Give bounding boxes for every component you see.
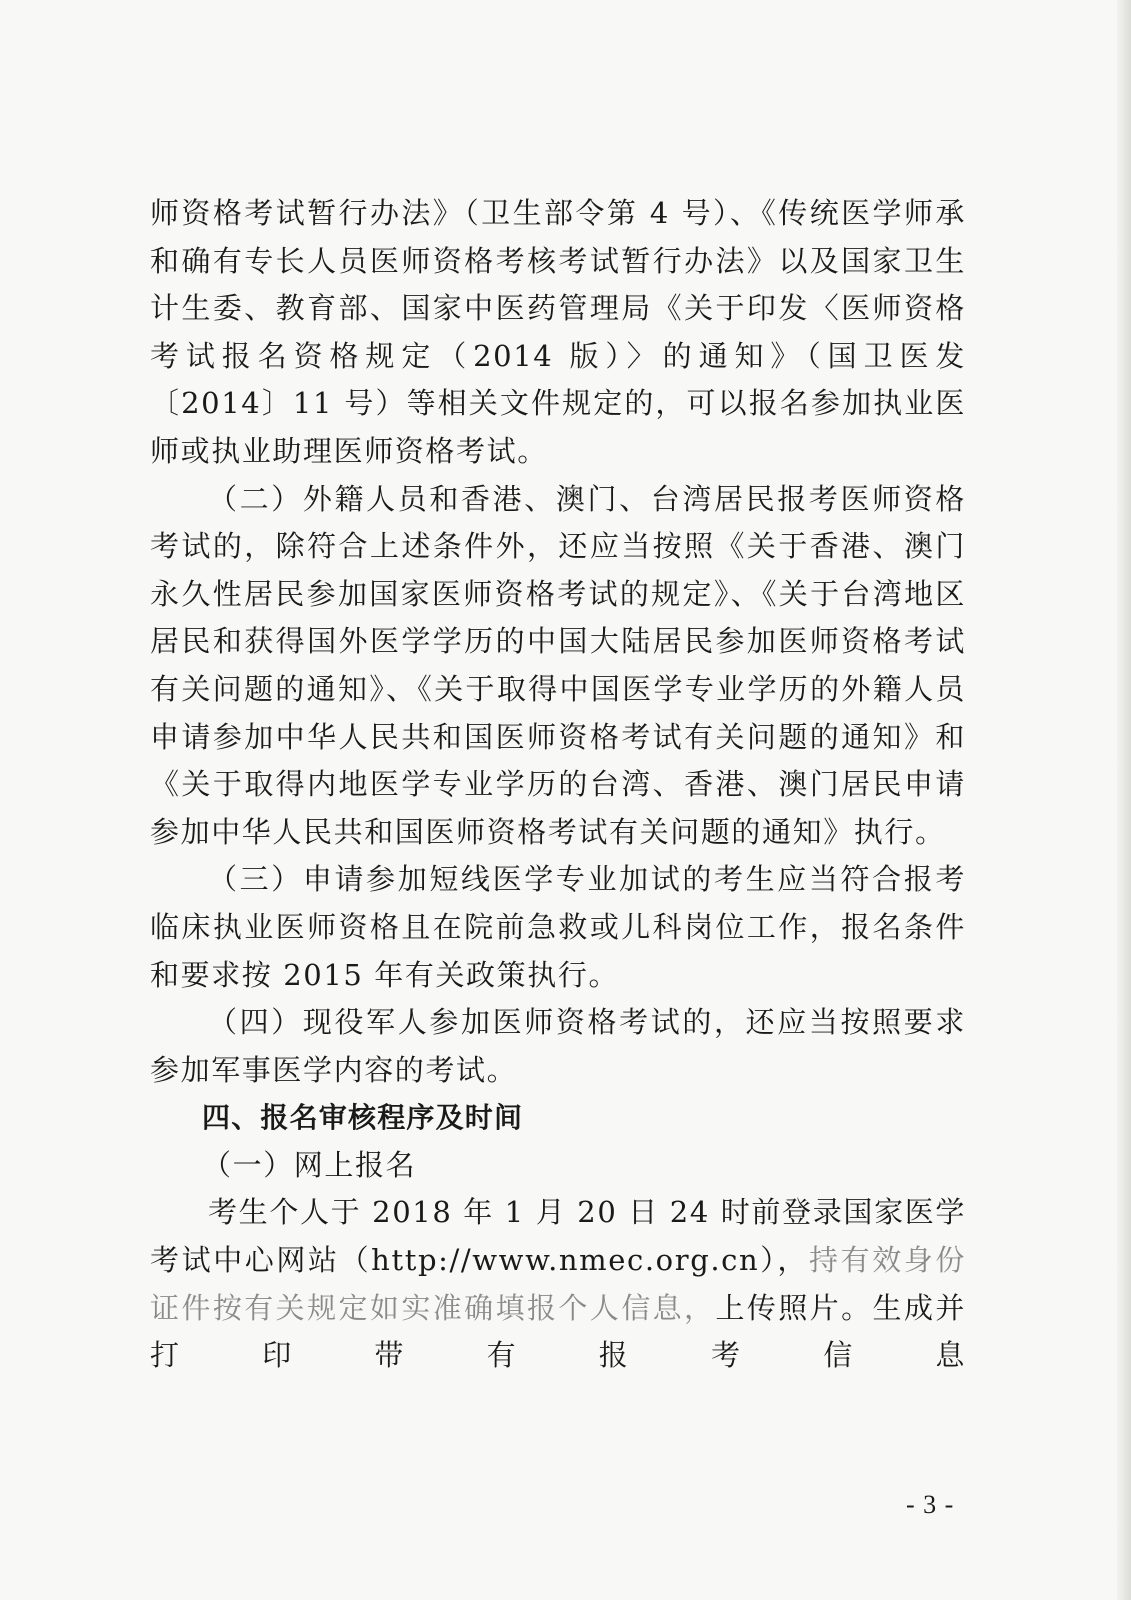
paragraph-online-registration xyxy=(150,1189,966,1379)
online-registration-faded-text: 持有效身份证件按有关规定如实准确填报个人信息， xyxy=(150,1243,966,1325)
sub-heading-online-registration: （一）网上报名 xyxy=(202,1147,417,1182)
online-registration-text-end: 上传照片。生成并打印带有报考信息 xyxy=(150,1290,966,1373)
online-registration-text-start: 考生个人于 2018 年 1 月 20 日 24 时前登录国家医学考试中心网站（http://www.nmec.org.cn）， xyxy=(150,1195,966,1278)
page-number: - 3 - xyxy=(906,1490,955,1519)
paragraph-military-personnel: （四）现役军人参加医师资格考试的，还应当按照要求参加军事医学内容的考试。 xyxy=(150,1005,966,1087)
section-heading-registration-procedure: 四、报名审核程序及时间 xyxy=(202,1101,524,1135)
paragraph-exam-regulations-continued: 师资格考试暂行办法》（卫生部令第 4 号）、《传统医学师承和确有专长人员医师资格考核考试暂行办法》以及国家卫生计生委、教育部、国家中医药管理局《关于印发〈医师资格考试报名资格规定（2014 版）〉的通知》（国卫医发〔2014〕11 号）等相关文件规定的，可以报名参加执业医师或执业助理医师资格考试。 xyxy=(150,196,966,468)
document-body xyxy=(150,190,966,1380)
paragraph-shortage-specialty-exam: （三）申请参加短线医学专业加试的考生应当符合报考临床执业医师资格且在院前急救或儿科岗位工作，报名条件和要求按 2015 年有关政策执行。 xyxy=(150,862,966,992)
paragraph-foreign-and-hk-macao-taiwan: （二）外籍人员和香港、澳门、台湾居民报考医师资格考试的，除符合上述条件外，还应当按照《关于香港、澳门永久性居民参加国家医师资格考试的规定》、《关于台湾地区居民和获得国外医学学历的中国大陆居民参加医师资格考试有关问题的通知》、《关于取得中国医学专业学历的外籍人员申请参加中华人民共和国医师资格考试有关问题的通知》和《关于取得内地医学专业学历的台湾、香港、澳门居民申请参加中华人民共和国医师资格考试有关问题的通知》执行。 xyxy=(150,481,966,849)
page-edge-shadow xyxy=(1117,0,1131,1600)
